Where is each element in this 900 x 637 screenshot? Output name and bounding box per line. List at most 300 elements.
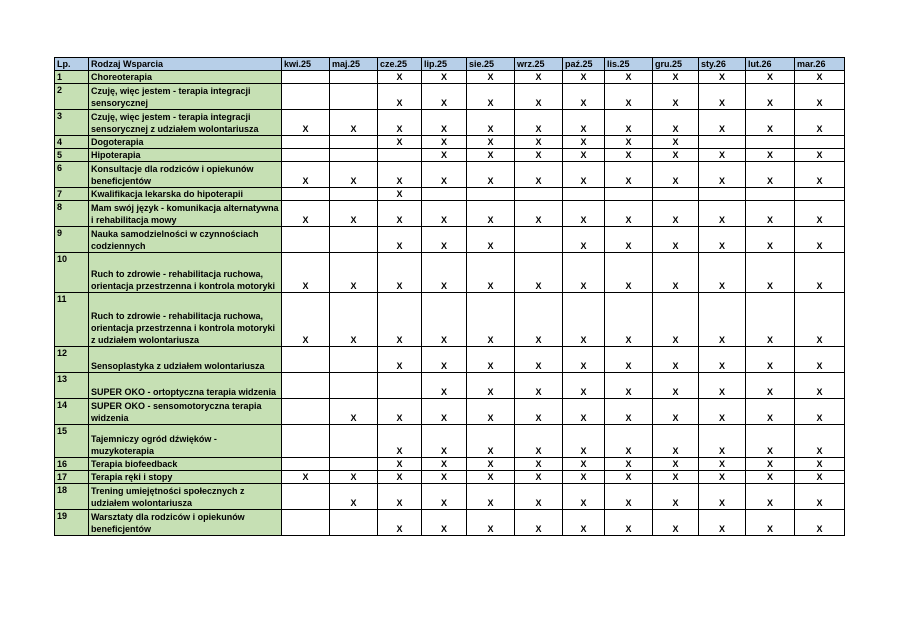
schedule-mark: X [795,399,845,425]
schedule-mark: X [422,84,467,110]
schedule-empty-cell [330,136,378,149]
schedule-mark: X [699,201,746,227]
schedule-mark: X [605,425,653,458]
schedule-mark: X [699,425,746,458]
schedule-mark: X [653,510,699,536]
schedule-empty-cell [282,425,330,458]
schedule-mark: X [515,425,563,458]
schedule-mark: X [605,227,653,253]
schedule-mark: X [422,162,467,188]
schedule-empty-cell [330,188,378,201]
schedule-mark: X [563,373,605,399]
schedule-mark: X [282,253,330,293]
table-row [55,484,845,510]
schedule-mark: X [378,425,422,458]
schedule-empty-cell [330,425,378,458]
schedule-empty-cell [330,373,378,399]
table-body [55,71,845,536]
support-type-name: Czuję, więc jestem - terapia integracji sensorycznej [89,84,282,110]
support-type-name: Ruch to zdrowie - rehabilitacja ruchowa, orientacja przestrzenna i kontrola motoryki [89,253,282,293]
table-row [55,201,845,227]
table-row [55,71,845,84]
schedule-mark: X [515,293,563,347]
schedule-mark: X [746,399,795,425]
schedule-table [54,57,845,536]
schedule-mark: X [605,347,653,373]
schedule-mark: X [467,110,515,136]
schedule-mark: X [746,227,795,253]
table-row [55,373,845,399]
schedule-empty-cell [282,227,330,253]
schedule-mark: X [746,71,795,84]
schedule-mark: X [653,110,699,136]
schedule-mark: X [563,110,605,136]
support-type-name: Terapia ręki i stopy [89,471,282,484]
support-type-name: Kwalifikacja lekarska do hipoterapii [89,188,282,201]
schedule-mark: X [563,510,605,536]
schedule-mark: X [563,293,605,347]
schedule-mark: X [699,293,746,347]
schedule-mark: X [746,149,795,162]
row-number: 19 [55,510,89,536]
schedule-empty-cell [795,136,845,149]
schedule-mark: X [653,399,699,425]
schedule-mark: X [330,110,378,136]
schedule-mark: X [605,373,653,399]
schedule-empty-cell [605,188,653,201]
table-row [55,149,845,162]
schedule-mark: X [378,110,422,136]
header-month: sty.26 [699,58,746,71]
schedule-mark: X [699,458,746,471]
schedule-mark: X [422,484,467,510]
table-row [55,293,845,347]
schedule-mark: X [746,347,795,373]
schedule-mark: X [467,136,515,149]
table-row [55,347,845,373]
schedule-mark: X [605,71,653,84]
schedule-mark: X [795,162,845,188]
row-number: 6 [55,162,89,188]
schedule-mark: X [795,227,845,253]
header-month: kwi.25 [282,58,330,71]
schedule-mark: X [795,425,845,458]
schedule-empty-cell [330,71,378,84]
schedule-empty-cell [282,188,330,201]
row-number: 1 [55,71,89,84]
schedule-mark: X [378,162,422,188]
row-number: 16 [55,458,89,471]
table-row [55,188,845,201]
schedule-mark: X [563,425,605,458]
schedule-mark: X [422,149,467,162]
schedule-mark: X [699,110,746,136]
schedule-mark: X [653,84,699,110]
schedule-empty-cell [795,188,845,201]
schedule-mark: X [422,110,467,136]
schedule-mark: X [378,201,422,227]
header-row [55,58,845,71]
schedule-mark: X [563,71,605,84]
schedule-empty-cell [282,399,330,425]
schedule-empty-cell [330,510,378,536]
schedule-empty-cell [422,188,467,201]
schedule-mark: X [515,201,563,227]
schedule-mark: X [605,201,653,227]
schedule-mark: X [746,510,795,536]
schedule-mark: X [653,71,699,84]
support-type-name: Mam swój język - komunikacja alternatywna i rehabilitacja mowy [89,201,282,227]
schedule-mark: X [605,136,653,149]
schedule-empty-cell [330,458,378,471]
schedule-empty-cell [330,227,378,253]
schedule-mark: X [699,510,746,536]
schedule-mark: X [515,71,563,84]
schedule-empty-cell [515,227,563,253]
schedule-mark: X [282,110,330,136]
header-support-type: Rodzaj Wsparcia [89,58,282,71]
schedule-empty-cell [282,71,330,84]
header-month: mar.26 [795,58,845,71]
header-month: paź.25 [563,58,605,71]
row-number: 11 [55,293,89,347]
table-row [55,471,845,484]
schedule-mark: X [330,253,378,293]
schedule-mark: X [653,293,699,347]
row-number: 15 [55,425,89,458]
schedule-mark: X [699,471,746,484]
schedule-mark: X [699,484,746,510]
schedule-mark: X [563,136,605,149]
schedule-mark: X [378,471,422,484]
support-type-name: Konsultacje dla rodziców i opiekunów beneficjentów [89,162,282,188]
schedule-mark: X [467,293,515,347]
schedule-mark: X [422,510,467,536]
schedule-mark: X [699,84,746,110]
schedule-mark: X [605,110,653,136]
schedule-mark: X [467,71,515,84]
schedule-mark: X [378,484,422,510]
table-row [55,510,845,536]
schedule-mark: X [699,347,746,373]
schedule-mark: X [282,201,330,227]
schedule-mark: X [515,136,563,149]
schedule-mark: X [515,84,563,110]
header-lp: Lp. [55,58,89,71]
schedule-mark: X [746,293,795,347]
support-type-name: SUPER OKO - ortoptyczna terapia widzenia [89,373,282,399]
schedule-mark: X [330,293,378,347]
table-row [55,458,845,471]
schedule-mark: X [467,425,515,458]
schedule-mark: X [563,149,605,162]
schedule-mark: X [515,471,563,484]
table-row [55,110,845,136]
schedule-mark: X [422,253,467,293]
schedule-mark: X [515,347,563,373]
schedule-mark: X [795,373,845,399]
schedule-mark: X [467,373,515,399]
schedule-mark: X [422,373,467,399]
schedule-mark: X [563,347,605,373]
schedule-empty-cell [282,84,330,110]
schedule-mark: X [515,399,563,425]
row-number: 12 [55,347,89,373]
row-number: 9 [55,227,89,253]
header-month: lip.25 [422,58,467,71]
schedule-mark: X [746,425,795,458]
schedule-mark: X [378,227,422,253]
schedule-mark: X [378,510,422,536]
schedule-mark: X [378,136,422,149]
schedule-mark: X [653,136,699,149]
schedule-mark: X [467,458,515,471]
schedule-mark: X [746,84,795,110]
schedule-empty-cell [282,136,330,149]
schedule-empty-cell [746,188,795,201]
schedule-mark: X [378,458,422,471]
schedule-mark: X [422,458,467,471]
schedule-mark: X [795,458,845,471]
schedule-mark: X [467,253,515,293]
schedule-mark: X [467,399,515,425]
schedule-mark: X [746,471,795,484]
support-type-name: Hipoterapia [89,149,282,162]
schedule-mark: X [282,471,330,484]
schedule-mark: X [699,373,746,399]
schedule-mark: X [515,253,563,293]
schedule-mark: X [378,347,422,373]
schedule-mark: X [699,162,746,188]
schedule-mark: X [795,293,845,347]
support-type-name: Czuję, więc jestem - terapia integracji sensorycznej z udziałem wolontariusza [89,110,282,136]
schedule-mark: X [795,84,845,110]
schedule-mark: X [467,510,515,536]
table-row [55,136,845,149]
row-number: 18 [55,484,89,510]
schedule-mark: X [699,149,746,162]
schedule-mark: X [422,201,467,227]
schedule-mark: X [699,253,746,293]
schedule-empty-cell [330,149,378,162]
schedule-mark: X [467,84,515,110]
header-month: lut.26 [746,58,795,71]
support-type-name: Sensoplastyka z udziałem wolontariusza [89,347,282,373]
row-number: 2 [55,84,89,110]
schedule-empty-cell [330,347,378,373]
schedule-mark: X [795,484,845,510]
schedule-mark: X [746,162,795,188]
schedule-mark: X [653,162,699,188]
schedule-empty-cell [378,149,422,162]
table-row [55,425,845,458]
schedule-mark: X [653,425,699,458]
schedule-mark: X [605,162,653,188]
schedule-mark: X [378,84,422,110]
header-month: wrz.25 [515,58,563,71]
schedule-mark: X [563,471,605,484]
schedule-mark: X [653,458,699,471]
schedule-mark: X [605,484,653,510]
schedule-mark: X [422,71,467,84]
schedule-mark: X [563,227,605,253]
schedule-mark: X [653,227,699,253]
schedule-mark: X [378,188,422,201]
schedule-mark: X [515,162,563,188]
schedule-mark: X [563,84,605,110]
schedule-empty-cell [746,136,795,149]
schedule-mark: X [746,253,795,293]
schedule-mark: X [330,484,378,510]
schedule-mark: X [330,471,378,484]
header-month: cze.25 [378,58,422,71]
schedule-mark: X [653,201,699,227]
schedule-mark: X [653,484,699,510]
table-row [55,84,845,110]
schedule-mark: X [795,71,845,84]
schedule-mark: X [422,425,467,458]
support-type-name: Trening umiejętności społecznych z udziałem wolontariusza [89,484,282,510]
schedule-mark: X [330,399,378,425]
schedule-mark: X [467,149,515,162]
header-month: lis.25 [605,58,653,71]
schedule-mark: X [422,347,467,373]
schedule-mark: X [605,253,653,293]
schedule-mark: X [563,162,605,188]
schedule-mark: X [795,510,845,536]
schedule-empty-cell [282,373,330,399]
schedule-mark: X [795,149,845,162]
schedule-empty-cell [653,188,699,201]
schedule-mark: X [653,347,699,373]
support-type-name: Choreoterapia [89,71,282,84]
schedule-empty-cell [282,458,330,471]
schedule-mark: X [282,162,330,188]
support-type-name: Ruch to zdrowie - rehabilitacja ruchowa, orientacja przestrzenna i kontrola motoryki z udziałem wolontariusza [89,293,282,347]
schedule-mark: X [795,471,845,484]
schedule-mark: X [795,110,845,136]
schedule-mark: X [422,227,467,253]
schedule-mark: X [467,201,515,227]
schedule-mark: X [563,201,605,227]
schedule-empty-cell [467,188,515,201]
schedule-mark: X [605,510,653,536]
schedule-mark: X [563,253,605,293]
schedule-mark: X [605,293,653,347]
schedule-mark: X [515,149,563,162]
schedule-mark: X [422,136,467,149]
schedule-mark: X [378,399,422,425]
schedule-empty-cell [282,347,330,373]
schedule-mark: X [746,373,795,399]
schedule-mark: X [699,71,746,84]
schedule-mark: X [653,373,699,399]
table-row [55,227,845,253]
schedule-empty-cell [563,188,605,201]
header-month: sie.25 [467,58,515,71]
row-number: 13 [55,373,89,399]
schedule-mark: X [605,458,653,471]
schedule-mark: X [515,373,563,399]
schedule-mark: X [467,162,515,188]
schedule-empty-cell [330,84,378,110]
schedule-mark: X [605,399,653,425]
schedule-mark: X [282,293,330,347]
schedule-mark: X [653,471,699,484]
row-number: 8 [55,201,89,227]
schedule-mark: X [699,227,746,253]
schedule-mark: X [422,293,467,347]
schedule-mark: X [422,471,467,484]
schedule-empty-cell [282,510,330,536]
schedule-mark: X [795,253,845,293]
schedule-empty-cell [282,484,330,510]
schedule-mark: X [467,347,515,373]
schedule-mark: X [605,84,653,110]
table-row [55,399,845,425]
schedule-mark: X [378,293,422,347]
support-type-name: Terapia biofeedback [89,458,282,471]
schedule-mark: X [467,227,515,253]
row-number: 3 [55,110,89,136]
schedule-mark: X [378,71,422,84]
schedule-mark: X [515,510,563,536]
header-month: gru.25 [653,58,699,71]
support-type-name: Nauka samodzielności w czynnościach codziennych [89,227,282,253]
schedule-mark: X [699,399,746,425]
table-row [55,162,845,188]
schedule-mark: X [653,253,699,293]
schedule-mark: X [378,253,422,293]
support-type-name: Dogoterapia [89,136,282,149]
schedule-mark: X [515,484,563,510]
header-month: maj.25 [330,58,378,71]
schedule-mark: X [605,471,653,484]
row-number: 4 [55,136,89,149]
schedule-mark: X [330,162,378,188]
schedule-mark: X [563,399,605,425]
schedule-mark: X [330,201,378,227]
row-number: 5 [55,149,89,162]
schedule-mark: X [515,458,563,471]
table-row [55,253,845,293]
schedule-mark: X [746,110,795,136]
row-number: 7 [55,188,89,201]
schedule-empty-cell [699,136,746,149]
schedule-mark: X [467,484,515,510]
schedule-mark: X [515,110,563,136]
schedule-sheet [54,57,845,536]
schedule-mark: X [563,458,605,471]
schedule-empty-cell [699,188,746,201]
schedule-mark: X [563,484,605,510]
schedule-empty-cell [282,149,330,162]
row-number: 17 [55,471,89,484]
schedule-empty-cell [378,373,422,399]
schedule-mark: X [746,484,795,510]
schedule-mark: X [422,399,467,425]
support-type-name: Warsztaty dla rodziców i opiekunów beneficjentów [89,510,282,536]
row-number: 10 [55,253,89,293]
schedule-mark: X [795,347,845,373]
schedule-mark: X [746,458,795,471]
row-number: 14 [55,399,89,425]
schedule-mark: X [653,149,699,162]
schedule-mark: X [467,471,515,484]
support-type-name: Tajemniczy ogród dźwięków - muzykoterapia [89,425,282,458]
schedule-mark: X [605,149,653,162]
schedule-mark: X [746,201,795,227]
